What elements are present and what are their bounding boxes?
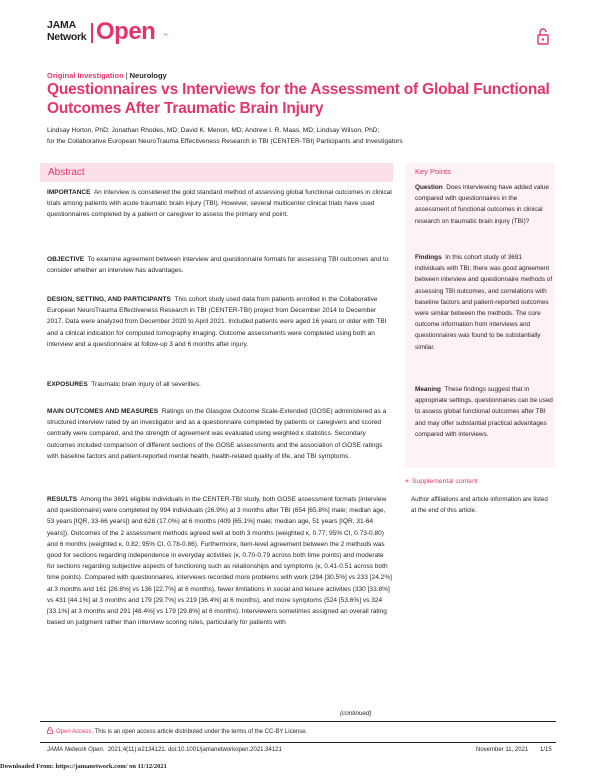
plus-icon: + <box>405 478 409 485</box>
continued-note: (continued) <box>340 710 372 717</box>
abstract-importance <box>47 187 392 221</box>
section-separator: | <box>125 71 128 80</box>
footer-page-number: 1/15 <box>540 747 552 753</box>
logo-divider <box>91 23 93 43</box>
article-section-label <box>47 71 167 80</box>
abstract-design <box>47 294 392 350</box>
supplemental-content-link[interactable] <box>405 478 478 485</box>
abstract-outcomes <box>47 406 392 462</box>
authors-line-1: Lindsay Horton, PhD; Jonathan Rhodes, MD; David K. Menon, MD; Andrew I. R. Maas, MD; Lindsay Wilson, PhD; <box>47 127 380 134</box>
abstract-results <box>47 494 392 628</box>
abstract-header <box>40 163 393 182</box>
download-stamp: Downloaded From: https://jamanetwork.com/ on 11/12/2021 <box>0 763 167 770</box>
footer-doi[interactable]: 2021;4(11):e2134121. doi:10.1001/jamanetworkopen.2021.34121 <box>107 747 282 753</box>
footer-date: November 11, 2021 <box>476 747 529 753</box>
importance-text: An interview is considered the gold standard method of assessing global functional outcomes in clinical trials among patients with acute traumatic brain injury (TBI). However, several multicenter clinical trials have used questionnaires completed by a patient or caregiver to assess the primary end point. <box>47 189 392 219</box>
objective-label: OBJECTIVE <box>47 256 85 263</box>
footer-rule-top <box>40 721 556 722</box>
footer-journal: JAMA Network Open. <box>47 747 105 753</box>
key-points-meaning <box>415 384 553 440</box>
author-affiliations-note: Author affiliations and article information are listed at the end of this article. <box>411 496 548 514</box>
jama-network-open-logo <box>47 19 177 53</box>
outcomes-text: Ratings on the Glasgow Outcome Scale-Extended (GOSE) administered as a structured interview rated by an investigator and as a questionnaire completed by patients or caregivers and scored centrally were compared, and the strength of agreement was evaluated using weighted κ statistics. Secondary outcomes included comparison of different sections of the GOSE assessments and the association of GOSE ratings with baseline factors and patient-reported mental health, health-related quality of life, and TBI symptoms. <box>47 408 387 460</box>
open-access-icon <box>47 727 53 734</box>
exposures-label: EXPOSURES <box>47 381 88 388</box>
abstract-objective <box>47 254 392 276</box>
outcomes-label: MAIN OUTCOMES AND MEASURES <box>47 408 159 415</box>
abstract-heading: Abstract <box>48 167 85 178</box>
article-type[interactable]: Original Investigation <box>47 71 124 80</box>
logo-jama-text: JAMA <box>47 19 76 31</box>
objective-text: To examine agreement between interview and questionnaire formats for assessing TBI outcomes and to consider whether an interview has advantages. <box>47 256 389 275</box>
key-points-findings <box>415 252 553 353</box>
authors-line-2: for the Collaborative European NeuroTrauma Effectiveness Research in TBI (CENTER-TBI) Participants and Investigators <box>47 138 403 145</box>
exposures-text: Traumatic brain injury of all severities. <box>91 381 201 388</box>
design-text: This cohort study used data from patients enrolled in the Collaborative European NeuroTrauma Effectiveness Research in TBI (CENTER-TBI) project from December 2014 to December 2017. Data were analyzed from December 2020 to April 2021. Included patients were aged 16 years or older with TBI and a clinical indication for computed tomography imaging. Outcome assessments were completed using both an interview and a questionnaire at follow-up 3 and 6 months after injury. <box>47 296 387 348</box>
results-label: RESULTS <box>47 496 78 503</box>
supplemental-label: Supplemental content <box>411 478 478 485</box>
findings-label: Findings <box>415 254 442 261</box>
article-title: Questionnaires vs Interviews for the Assessment of Global Functional Outcomes After Traumatic Brain Injury <box>47 81 550 117</box>
logo-network-text: Network <box>47 31 87 43</box>
abstract-exposures <box>47 379 392 390</box>
meaning-label: Meaning <box>415 386 441 393</box>
key-points-title: Key Points <box>415 167 451 176</box>
importance-label: IMPORTANCE <box>47 189 91 196</box>
meaning-text: These findings suggest that in appropriate settings, questionnaires can be used to assess global functional outcomes after TBI and may offer substantial practical advantages compared with interviews. <box>415 386 553 438</box>
question-label: Question <box>415 184 443 191</box>
article-topic[interactable]: Neurology <box>129 71 167 80</box>
design-label: DESIGN, SETTING, AND PARTICIPANTS <box>47 296 171 303</box>
logo-open-text: Open <box>96 18 156 45</box>
open-access-lock-icon <box>537 27 549 45</box>
key-points-question <box>415 182 553 227</box>
footer-citation <box>47 747 282 753</box>
findings-text: In this cohort study of 3691 individuals with TBI, there was good agreement between interview and questionnaire methods of assessing TBI outcomes, and correlations with baseline factors and patient-reported outcomes were similar between the methods. The core outcome information from interviews and questionnaires was found to be substantially similar. <box>415 254 553 351</box>
question-text: Does interviewing have added value compared with questionnaires in the assessment of functional outcomes in clinical research on traumatic brain injury (TBI)? <box>415 184 549 225</box>
footer-rule-bottom <box>40 742 556 743</box>
author-list <box>47 125 567 147</box>
logo-trademark: ™ <box>163 33 168 39</box>
results-text: Among the 3691 eligible individuals in the CENTER-TBI study, both GOSE assessment formats (interview and questionnaire) were completed by 994 individuals (26.9%) at 3 months after TBI (654 [65.8%] male; median age, 53 years [IQR, 33-66 years]) and 628 (17.0%) at 6 months (409 [65.1%] male; median age, 51 years [IQR, 31-64 years]). Outcomes of the 2 assessment methods agreed well at both 3 months (weighted κ, 0.77; 95% CI, 0.73-0.80) and 6 months (weighted κ, 0.82; 95% CI, 0.78-0.86). Furthermore, item-level agreement between the 2 methods was good for sections regarding independence in everyday activities (κ, 0.70-0.79 across both time points) and moderate for sections regarding subjective aspects of functioning such as relationships and symptoms (κ, 0.41-0.51 across both time points). Compared with questionnaires, interviews recorded more problems with work (294 [30.5%] vs 233 [24.2%] at 3 months and 161 [26.8%] vs 136 [22.7%] at 6 months), fewer limitations in social and leisure activities (330 [33.8%] vs 431 [44.1%] at 3 months and 179 [29.7%] vs 219 [36.4%] at 6 months), and more symptoms (524 [53.6%] vs 324 [33.1%] at 3 months and 291 [48.4%] vs 179 [29.8%] at 6 months). Interviewers sometimes assigned an overall rating based on judgment rather than interview scoring rules, particularly for patients with <box>47 496 392 627</box>
open-access-label[interactable]: Open Access. <box>56 729 94 735</box>
open-access-statement <box>47 727 307 735</box>
open-access-text: This is an open access article distributed under the terms of the CC-BY License. <box>94 729 308 735</box>
